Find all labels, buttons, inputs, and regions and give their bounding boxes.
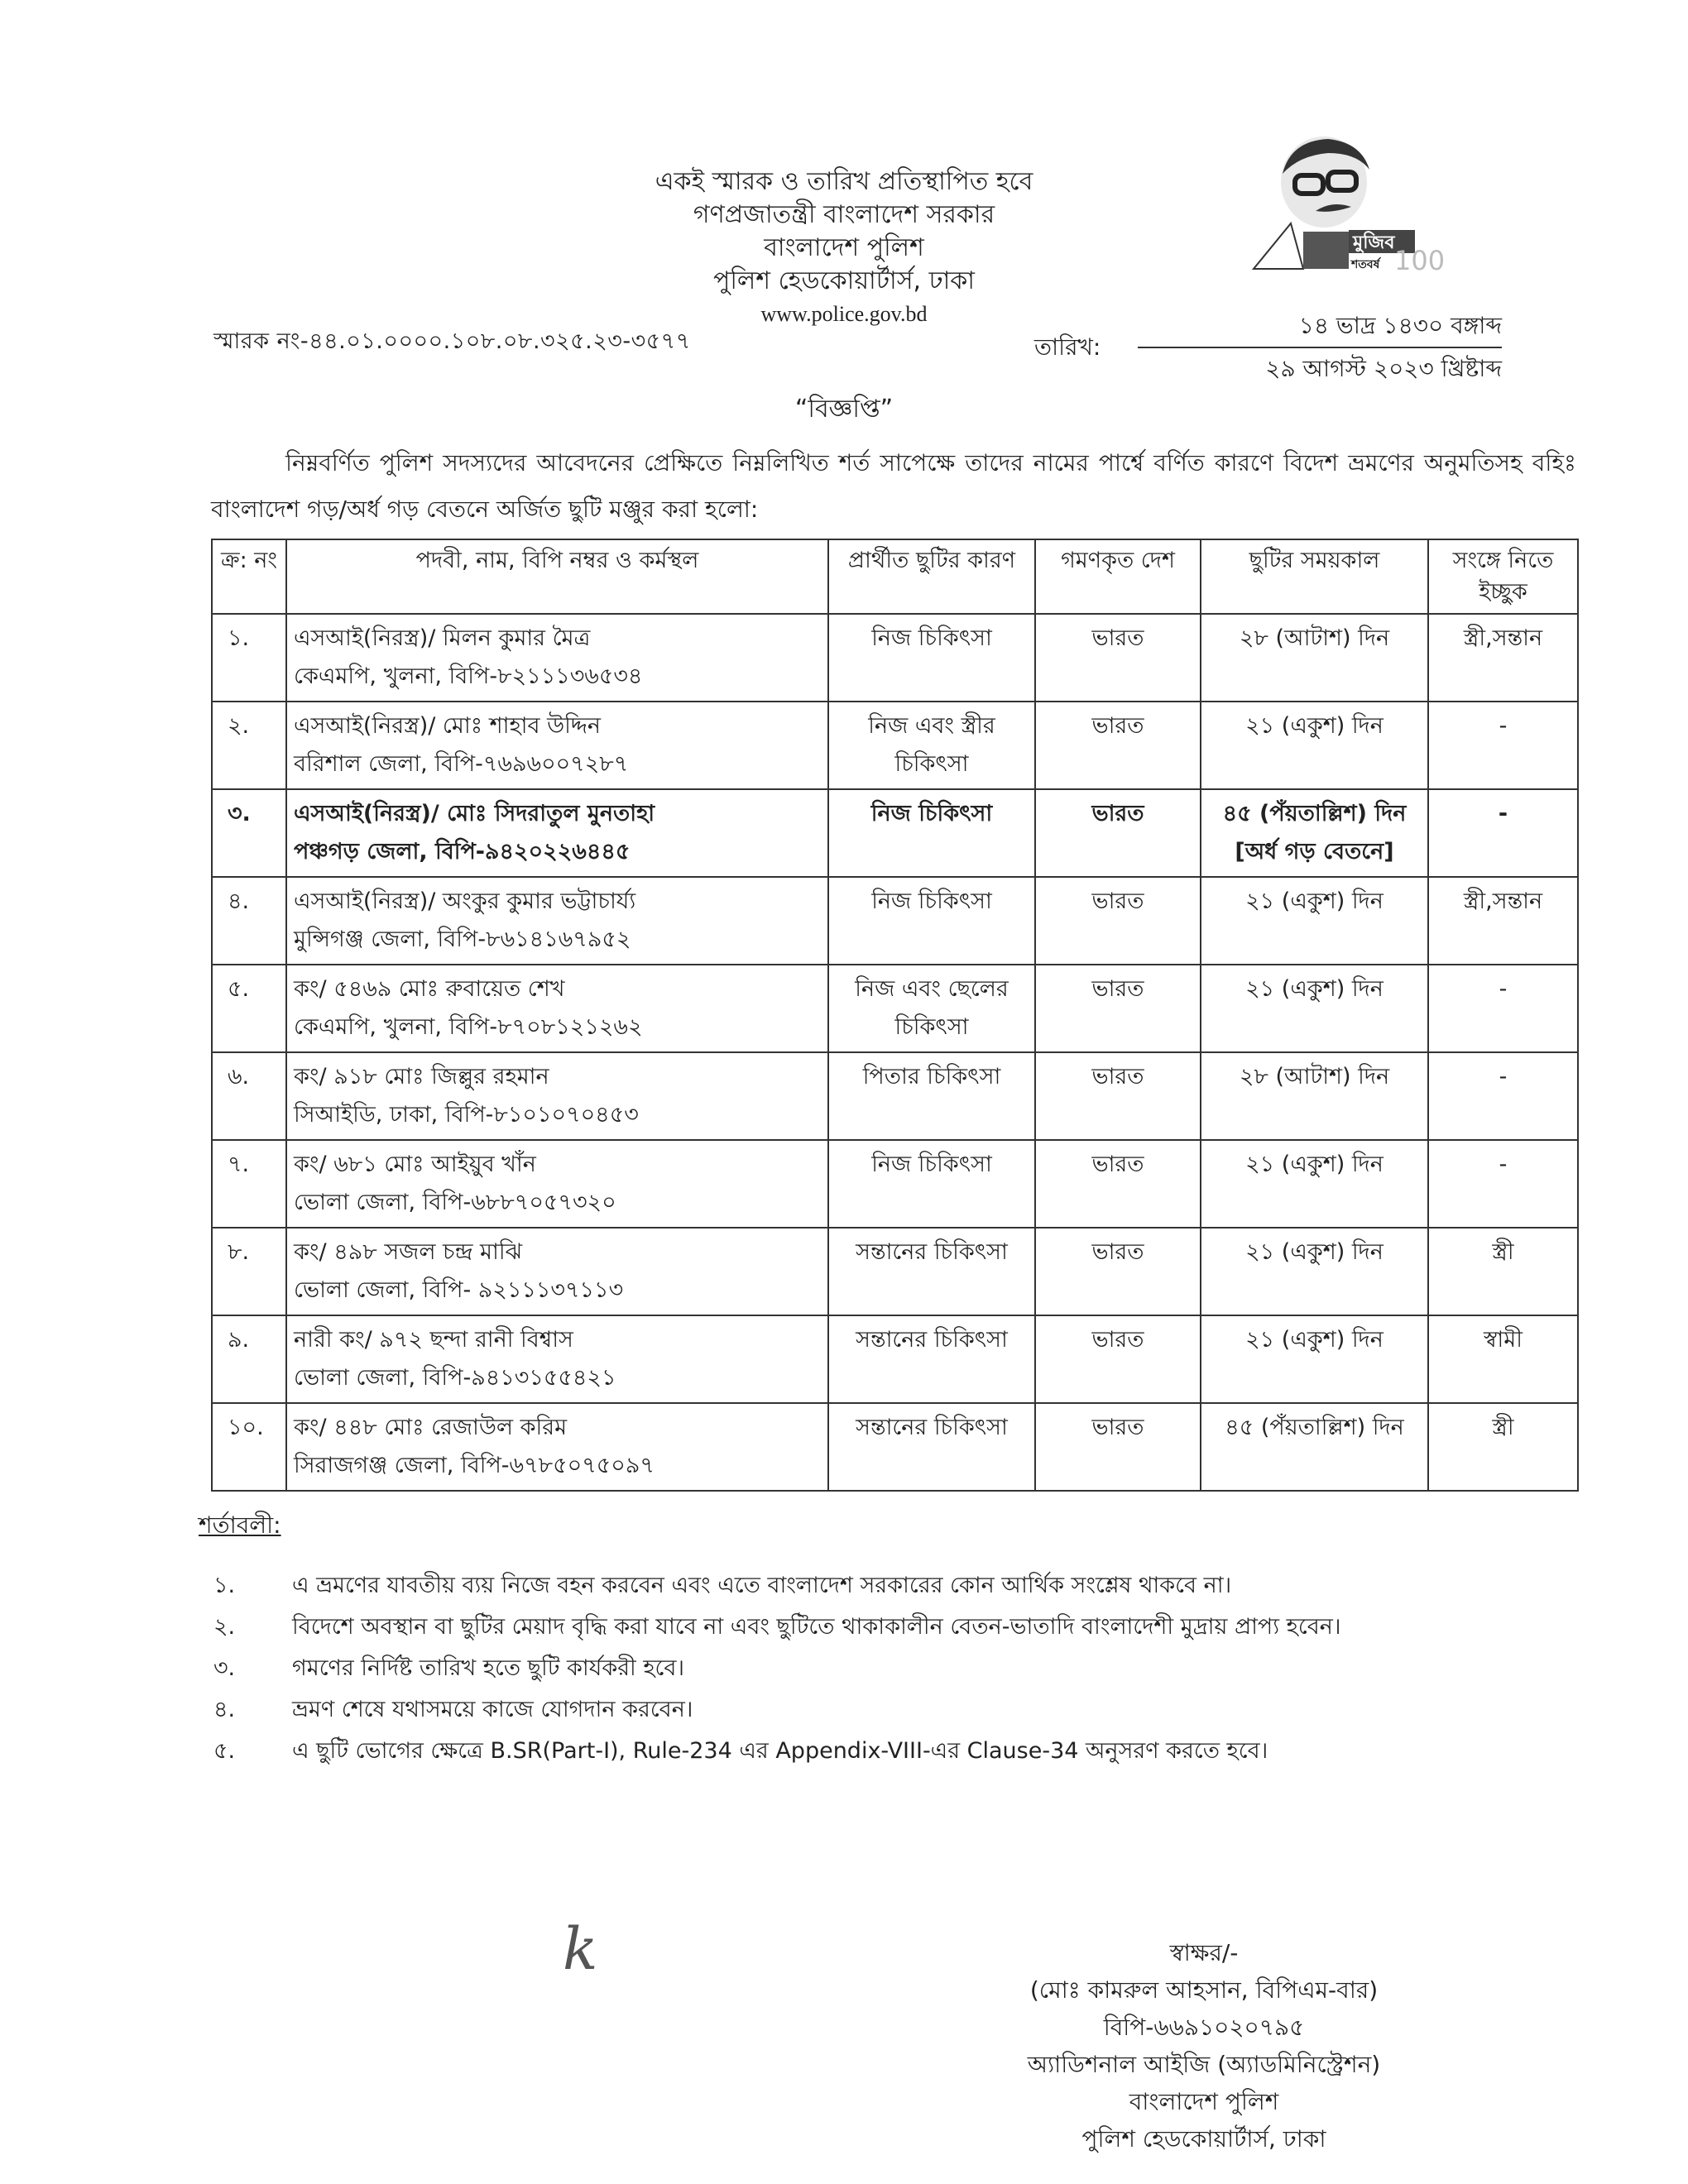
signed-mark: স্বাক্ষর/- — [1169, 1939, 1239, 1966]
officer-cell — [286, 702, 828, 789]
officer-cell — [286, 1228, 828, 1315]
table-row — [212, 1315, 1578, 1403]
serial-cell — [212, 965, 286, 1052]
portrait-icon — [1245, 124, 1469, 273]
col-header-country: গমণকৃত দেশ — [1035, 539, 1201, 614]
destination-country: ভারত — [1091, 1152, 1144, 1177]
officer-posting-bp: সিআইডি, ঢাকা, বিপি-৮১০১০৭০৪৫৩ — [294, 1102, 639, 1128]
leave-reason: পিতার চিকিৎসা — [862, 1064, 1001, 1090]
date-english: ২৯ আগস্ট ২০২৩ খ্রিষ্টাব্দ — [1265, 355, 1502, 382]
signature-block — [976, 1934, 1431, 2158]
reason-cell — [828, 1315, 1035, 1403]
leave-duration: ২৮ (আটাশ) দিন — [1239, 1064, 1390, 1090]
reason-cell — [828, 614, 1035, 702]
leave-duration: ২১ (একুশ) দিন — [1245, 1327, 1383, 1353]
officer-posting-bp: ভোলা জেলা, বিপি-৬৮৮৭০৫৭৩২০ — [294, 1190, 616, 1215]
destination-country: ভারত — [1091, 976, 1144, 1002]
duration-cell — [1201, 614, 1428, 702]
companion: - — [1499, 713, 1508, 739]
officer-rank-name: কং/ ৪৪৮ মোঃ রেজাউল করিম — [294, 1415, 568, 1440]
officer-rank-name: কং/ ৬৮১ মোঃ আইয়ুব খাঁন — [294, 1152, 536, 1177]
serial-cell — [212, 789, 286, 877]
condition-item — [213, 1565, 1471, 1607]
table-row — [212, 789, 1578, 877]
notice-title: “বিজ্ঞপ্তি” — [794, 395, 894, 424]
serial-cell — [212, 1228, 286, 1315]
col-header-companion: সংঙ্গে নিতে ইচ্ছুক — [1428, 539, 1578, 614]
leave-reason: সন্তানের চিকিৎসা — [856, 1239, 1008, 1265]
signatory-designation: অ্যাডিশনাল আইজি (অ্যাডমিনিস্ট্রেশন) — [1027, 2051, 1381, 2078]
reason-cell — [828, 702, 1035, 789]
officer-posting-bp: ভোলা জেলা, বিপি- ৯২১১১৩৭১১৩ — [294, 1277, 624, 1303]
companion: স্ত্রী,সন্তান — [1463, 888, 1543, 914]
serial-number: ৫. — [228, 976, 250, 1002]
condition-number: ১. — [213, 1573, 236, 1598]
table-row — [212, 614, 1578, 702]
table-row — [212, 965, 1578, 1052]
country-cell — [1035, 1228, 1201, 1315]
country-cell — [1035, 1140, 1201, 1228]
signatory-bp: বিপি-৬৬৯১০২০৭৯৫ — [1103, 2014, 1305, 2041]
duration-cell — [1201, 1052, 1428, 1140]
companion: - — [1499, 1152, 1508, 1177]
mujib-centenary-logo — [1245, 124, 1469, 273]
signatory-office: পুলিশ হেডকোয়ার্টার্স, ঢাকা — [1081, 2125, 1326, 2153]
companion-cell — [1428, 1403, 1578, 1491]
officer-rank-name: এসআই(নিরস্ত্র)/ অংকুর কুমার ভট্টাচার্য্য — [294, 888, 636, 914]
officer-posting-bp: সিরাজগঞ্জ জেলা, বিপি-৬৭৮৫০৭৫০৯৭ — [294, 1453, 655, 1478]
leave-duration: ২১ (একুশ) দিন — [1245, 976, 1383, 1002]
table-row — [212, 877, 1578, 965]
officer-posting-bp: কেএমপি, খুলনা, বিপি-৮২১১১৩৬৫৩৪ — [294, 663, 643, 689]
leave-table — [211, 539, 1579, 1492]
office-name: পুলিশ হেডকোয়ার্টার্স, ঢাকা — [712, 266, 975, 295]
condition-number: ২. — [213, 1614, 236, 1640]
col-header-duration: ছুটির সময়কাল — [1201, 539, 1428, 614]
country-cell — [1035, 1315, 1201, 1403]
destination-country: ভারত — [1091, 625, 1144, 651]
destination-country: ভারত — [1091, 1239, 1144, 1265]
companion: - — [1499, 976, 1508, 1002]
serial-number: ২. — [228, 713, 250, 739]
serial-cell — [212, 1315, 286, 1403]
table-row — [212, 1228, 1578, 1315]
conditions-title: শর্তাবলী: — [199, 1511, 281, 1539]
officer-posting-bp: ভোলা জেলা, বিপি-৯৪১৩১৫৫৪২১ — [294, 1365, 616, 1391]
country-cell — [1035, 702, 1201, 789]
condition-item — [213, 1607, 1471, 1648]
companion-cell — [1428, 614, 1578, 702]
officer-rank-name: কং/ ৯১৮ মোঃ জিল্লুর রহমান — [294, 1064, 549, 1090]
reason-cell — [828, 1228, 1035, 1315]
serial-cell — [212, 877, 286, 965]
serial-number: ৩. — [228, 801, 251, 826]
country-cell — [1035, 614, 1201, 702]
government-name: গণপ্রজাতন্ত্রী বাংলাদেশ সরকার — [693, 200, 995, 229]
website-link[interactable]: www.police.gov.bd — [760, 302, 928, 326]
officer-rank-name: নারী কং/ ৯৭২ ছন্দা রানী বিশ্বাস — [294, 1327, 573, 1353]
table-row — [212, 702, 1578, 789]
signatory-name: (মোঃ কামরুল আহসান, বিপিএম-বার) — [1029, 1976, 1379, 2004]
svg-text:মুজিব: মুজিব — [1353, 232, 1395, 253]
table-row — [212, 1052, 1578, 1140]
serial-number: ৯. — [228, 1327, 250, 1353]
condition-item — [213, 1648, 1471, 1689]
condition-text: গমণের নির্দিষ্ট তারিখ হতে ছুটি কার্যকরী হবে। — [292, 1655, 685, 1681]
reason-cell — [828, 1052, 1035, 1140]
date-bangla: ১৪ ভাদ্র ১৪৩০ বঙ্গাব্দ — [1138, 310, 1502, 348]
officer-cell — [286, 1052, 828, 1140]
handwritten-initial: k — [563, 1915, 598, 1983]
reason-cell — [828, 965, 1035, 1052]
country-cell — [1035, 789, 1201, 877]
officer-posting-bp: পঞ্চগড় জেলা, বিপি-৯৪২০২২৬৪৪৫ — [294, 839, 631, 864]
companion-cell — [1428, 702, 1578, 789]
leave-reason: সন্তানের চিকিৎসা — [856, 1327, 1008, 1353]
officer-cell — [286, 614, 828, 702]
leave-duration: ২১ (একুশ) দিন — [1245, 888, 1383, 914]
condition-text: এ ভ্রমণের যাবতীয় ব্যয় নিজে বহন করবেন এবং এতে বাংলাদেশ সরকারের কোন আর্থিক সংশ্লেষ থাকবে না। — [292, 1573, 1232, 1598]
country-cell — [1035, 965, 1201, 1052]
serial-number: ৭. — [228, 1152, 250, 1177]
leave-reason: নিজ চিকিৎসা — [871, 888, 992, 914]
leave-duration: ২১ (একুশ) দিন — [1245, 1239, 1383, 1265]
companion: স্ত্রী — [1492, 1239, 1514, 1265]
department-name: বাংলাদেশ পুলিশ — [764, 233, 924, 262]
serial-cell — [212, 1052, 286, 1140]
serial-number: ৬. — [228, 1064, 250, 1090]
duration-cell — [1201, 1315, 1428, 1403]
reason-cell — [828, 877, 1035, 965]
officer-cell — [286, 789, 828, 877]
leave-reason: সন্তানের চিকিৎসা — [856, 1415, 1008, 1440]
conditions-list — [213, 1565, 1471, 1772]
duration-cell — [1201, 1228, 1428, 1315]
memo-number: স্মারক নং-৪৪.০১.০০০০.১০৮.০৮.৩২৫.২৩-৩৫৭৭ — [213, 328, 691, 354]
companion: স্ত্রী,সন্তান — [1463, 625, 1543, 651]
officer-posting-bp: মুন্সিগঞ্জ জেলা, বিপি-৮৬১৪১৬৭৯৫২ — [294, 927, 631, 952]
duration-cell — [1201, 877, 1428, 965]
duration-cell — [1201, 789, 1428, 877]
officer-rank-name: এসআই(নিরস্ত্র)/ মোঃ সিদরাতুল মুনতাহা — [294, 801, 655, 826]
reason-cell — [828, 1403, 1035, 1491]
companion-cell — [1428, 789, 1578, 877]
destination-country: ভারত — [1091, 1415, 1144, 1440]
leave-duration: ২১ (একুশ) দিন — [1245, 713, 1383, 739]
col-header-name: পদবী, নাম, বিপি নম্বর ও কর্মস্থল — [286, 539, 828, 614]
serial-cell — [212, 1140, 286, 1228]
leave-reason: নিজ চিকিৎসা — [871, 625, 992, 651]
leave-duration: ৪৫ (পঁয়তাল্লিশ) দিন — [1222, 801, 1407, 826]
officer-rank-name: কং/ ৪৯৮ সজল চন্দ্র মাঝি — [294, 1239, 522, 1265]
table-row — [212, 1140, 1578, 1228]
officer-cell — [286, 1140, 828, 1228]
companion: - — [1498, 801, 1508, 826]
svg-text:শতবর্ষ: শতবর্ষ — [1351, 258, 1380, 271]
reason-cell — [828, 789, 1035, 877]
officer-cell — [286, 877, 828, 965]
companion-cell — [1428, 1052, 1578, 1140]
serial-number: ৪. — [228, 888, 250, 914]
signatory-department: বাংলাদেশ পুলিশ — [1129, 2088, 1279, 2115]
companion: - — [1499, 1064, 1508, 1090]
condition-number: ৩. — [213, 1655, 236, 1681]
officer-rank-name: এসআই(নিরস্ত্র)/ মিলন কুমার মৈত্র — [294, 625, 591, 651]
svg-text:100: 100 — [1394, 245, 1446, 273]
officer-posting-bp: বরিশাল জেলা, বিপি-৭৬৯৬০০৭২৮৭ — [294, 751, 629, 777]
companion-cell — [1428, 1228, 1578, 1315]
intro-paragraph: নিম্নবর্ণিত পুলিশ সদস্যদের আবেদনের প্রেক্ষিতে নিম্নলিখিত শর্ত সাপেক্ষে তাদের নামের পার্শ্বে বর্ণিত কারণে বিদেশ ভ্রমণের অনুমতিসহ বহিঃ বাংলাদেশ গড়/অর্ধ গড় বেতনে অর্জিত ছুটি মঞ্জুর করা হলো: — [211, 449, 1576, 523]
country-cell — [1035, 1403, 1201, 1491]
leave-duration: ২১ (একুশ) দিন — [1245, 1152, 1383, 1177]
reason-cell — [828, 1140, 1035, 1228]
condition-item — [213, 1689, 1471, 1731]
duration-cell — [1201, 1403, 1428, 1491]
country-cell — [1035, 877, 1201, 965]
serial-number: ১. — [228, 625, 250, 651]
col-header-reason: প্রার্থীত ছুটির কারণ — [828, 539, 1035, 614]
destination-country: ভারত — [1091, 801, 1144, 826]
destination-country: ভারত — [1091, 1327, 1144, 1353]
officer-rank-name: কং/ ৫৪৬৯ মোঃ রুবায়েত শেখ — [294, 976, 565, 1002]
serial-number: ১০. — [228, 1415, 264, 1440]
table-header-row — [212, 539, 1578, 614]
companion: স্ত্রী — [1492, 1415, 1514, 1440]
leave-reason: নিজ এবং ছেলের চিকিৎসা — [855, 976, 1009, 1040]
serial-cell — [212, 1403, 286, 1491]
destination-country: ভারত — [1091, 1064, 1144, 1090]
country-cell — [1035, 1052, 1201, 1140]
officer-cell — [286, 1403, 828, 1491]
officer-cell — [286, 1315, 828, 1403]
condition-item — [213, 1731, 1471, 1772]
destination-country: ভারত — [1091, 888, 1144, 914]
leave-reason: নিজ চিকিৎসা — [870, 801, 993, 826]
condition-number: ৫. — [213, 1738, 236, 1764]
officer-cell — [286, 965, 828, 1052]
companion-cell — [1428, 1315, 1578, 1403]
leave-reason: নিজ চিকিৎসা — [871, 1152, 992, 1177]
officer-rank-name: এসআই(নিরস্ত্র)/ মোঃ শাহাব উদ্দিন — [294, 713, 601, 739]
date-block — [1138, 310, 1502, 385]
duration-cell — [1201, 702, 1428, 789]
serial-cell — [212, 614, 286, 702]
condition-text: ভ্রমণ শেষে যথাসময়ে কাজে যোগদান করবেন। — [292, 1697, 693, 1722]
date-label: তারিখ: — [1034, 333, 1101, 361]
serial-cell — [212, 702, 286, 789]
leave-duration: ২৮ (আটাশ) দিন — [1239, 625, 1390, 651]
condition-text: বিদেশে অবস্থান বা ছুটির মেয়াদ বৃদ্ধি করা যাবে না এবং ছুটিতে থাকাকালীন বেতন-ভাতাদি বাংলাদেশী মুদ্রায় প্রাপ্য হবেন। — [292, 1614, 1341, 1640]
companion-cell — [1428, 877, 1578, 965]
companion-cell — [1428, 1140, 1578, 1228]
col-header-serial: ক্র: নং — [212, 539, 286, 614]
duration-cell — [1201, 1140, 1428, 1228]
duration-cell — [1201, 965, 1428, 1052]
leave-reason: নিজ এবং স্ত্রীর চিকিৎসা — [868, 713, 995, 777]
destination-country: ভারত — [1091, 713, 1144, 739]
serial-number: ৮. — [228, 1239, 250, 1265]
officer-posting-bp: কেএমপি, খুলনা, বিপি-৮৭০৮১২১২৬২ — [294, 1014, 643, 1040]
condition-text: এ ছুটি ভোগের ক্ষেত্রে B.SR(Part-I), Rule-234 এর Appendix-VIII-এর Clause-34 অনুসরণ করতে হবে। — [292, 1738, 1268, 1764]
table-row — [212, 1403, 1578, 1491]
leave-duration-note: [অর্ধ গড় বেতনে] — [1235, 839, 1394, 864]
companion-cell — [1428, 965, 1578, 1052]
companion: স্বামী — [1484, 1327, 1523, 1353]
leave-duration: ৪৫ (পঁয়তাল্লিশ) দিন — [1225, 1415, 1404, 1440]
condition-number: ৪. — [213, 1697, 236, 1722]
replacement-note: একই স্মারক ও তারিখ প্রতিস্থাপিত হবে — [655, 167, 1033, 196]
